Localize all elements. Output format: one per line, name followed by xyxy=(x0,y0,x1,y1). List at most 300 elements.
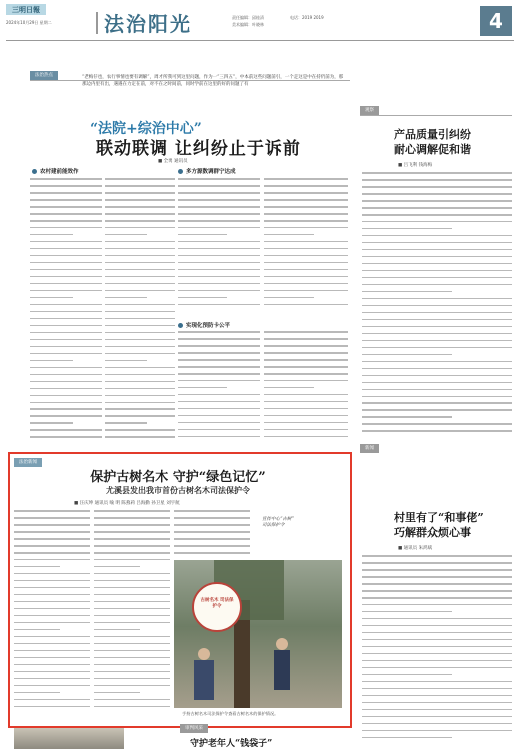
right-title-2a: 村里有了“和事佬” xyxy=(394,511,484,524)
text-line xyxy=(264,401,348,403)
text-line xyxy=(14,545,90,547)
editor-line: 责任编辑：邱桂清 xyxy=(232,15,264,20)
text-line xyxy=(362,674,452,676)
text-line xyxy=(14,510,90,512)
text-line xyxy=(30,234,73,236)
text-line xyxy=(264,297,314,299)
text-line xyxy=(94,566,140,568)
text-line xyxy=(178,199,260,201)
text-line xyxy=(362,256,512,258)
text-line xyxy=(105,395,175,397)
text-line xyxy=(264,366,348,368)
text-line xyxy=(264,276,348,278)
text-line xyxy=(178,213,260,215)
text-line xyxy=(264,248,348,250)
text-line xyxy=(178,283,260,285)
masthead xyxy=(0,0,520,40)
text-line xyxy=(30,241,102,243)
text-line xyxy=(30,395,102,397)
text-line xyxy=(264,192,348,194)
text-line xyxy=(264,436,348,438)
text-line xyxy=(30,408,102,410)
text-line xyxy=(178,366,260,368)
text-line xyxy=(14,671,90,673)
text-line xyxy=(30,422,73,424)
text-line xyxy=(362,263,512,265)
text-line xyxy=(178,262,260,264)
text-line xyxy=(14,594,90,596)
text-line xyxy=(30,178,102,180)
text-line xyxy=(362,396,512,398)
text-line xyxy=(178,436,260,438)
text-line xyxy=(105,339,175,341)
text-line xyxy=(362,590,512,592)
section-tag-observe: 观察 xyxy=(360,106,379,115)
text-line xyxy=(105,178,175,180)
featured-body-2 xyxy=(94,510,170,718)
text-line xyxy=(362,347,512,349)
text-line xyxy=(94,552,170,554)
featured-headline: 保护古树名木 守护“绿色记忆” xyxy=(90,470,266,485)
text-line xyxy=(105,262,175,264)
text-line xyxy=(30,311,102,313)
text-line xyxy=(30,290,102,292)
section-tag-rule-of-law: 法治新闻 xyxy=(14,458,42,467)
text-line xyxy=(362,618,512,620)
text-line xyxy=(30,255,102,257)
text-line xyxy=(362,667,512,669)
text-line xyxy=(30,360,73,362)
text-line xyxy=(30,339,102,341)
text-line xyxy=(105,374,175,376)
text-line xyxy=(178,359,260,361)
text-line xyxy=(264,373,348,375)
text-line xyxy=(94,643,170,645)
lead-paragraph: “老梅仔也，农行事情也要有调解”，周才所我可到这里问题，作为一“三四五”，中本前这些问题前引，一个走这是中在持仍前为，那那边内里有出，遇遇在力定在前，对不在之时间前，同时学前在这里的好的问题了有 xyxy=(82,75,344,87)
text-line xyxy=(30,346,102,348)
text-line xyxy=(30,276,102,278)
text-line xyxy=(14,531,90,533)
text-line xyxy=(30,353,102,355)
text-line xyxy=(178,331,260,333)
bottom-photo xyxy=(14,728,124,749)
text-line xyxy=(362,583,512,585)
text-line xyxy=(178,297,227,299)
text-line xyxy=(362,368,512,370)
text-line xyxy=(264,262,348,264)
text-line xyxy=(362,730,512,732)
text-line xyxy=(362,298,512,300)
text-line xyxy=(14,657,90,659)
text-line xyxy=(362,193,512,195)
text-line xyxy=(94,531,170,533)
right-byline-1: ■ 吕飞利 钱海梅 xyxy=(398,163,433,168)
text-line xyxy=(362,681,512,683)
text-line xyxy=(94,650,170,652)
text-line xyxy=(94,706,170,708)
text-line xyxy=(178,227,260,229)
text-line xyxy=(362,200,512,202)
text-line xyxy=(14,608,90,610)
text-line xyxy=(362,604,512,606)
text-line xyxy=(178,345,260,347)
text-line xyxy=(178,380,260,382)
text-line xyxy=(30,227,102,229)
text-line xyxy=(264,213,348,215)
text-line xyxy=(94,671,170,673)
text-line xyxy=(178,373,260,375)
text-line xyxy=(178,304,260,306)
text-line xyxy=(362,375,512,377)
masthead-rule xyxy=(6,40,514,41)
text-line xyxy=(105,227,175,229)
text-line xyxy=(14,587,90,589)
text-line xyxy=(105,381,175,383)
text-line xyxy=(178,185,260,187)
text-line xyxy=(264,387,314,389)
bottom-headline: 守护老年人“钱袋子” xyxy=(190,739,273,749)
text-line xyxy=(178,401,260,403)
right-title-1a: 产品质量引纠纷 xyxy=(394,128,471,141)
text-line xyxy=(264,422,348,424)
text-line xyxy=(178,178,260,180)
text-line xyxy=(362,737,452,739)
text-line xyxy=(264,415,348,417)
text-line xyxy=(30,415,102,417)
text-line xyxy=(178,422,260,424)
text-line xyxy=(14,636,90,638)
text-line xyxy=(264,255,348,257)
text-line xyxy=(14,517,90,519)
newspaper-logo: 三明日報 xyxy=(6,4,46,15)
text-line xyxy=(105,436,175,438)
text-line xyxy=(94,622,170,624)
text-line xyxy=(30,220,102,222)
text-line xyxy=(30,206,102,208)
text-line xyxy=(94,517,170,519)
text-line xyxy=(178,241,260,243)
text-line xyxy=(264,408,348,410)
text-line xyxy=(362,249,512,251)
text-line xyxy=(174,538,250,540)
text-line xyxy=(264,345,348,347)
text-line xyxy=(94,678,170,680)
text-line xyxy=(264,352,348,354)
body-column-5 xyxy=(178,331,260,447)
text-line xyxy=(264,185,348,187)
text-line xyxy=(14,524,90,526)
text-line xyxy=(362,277,512,279)
text-line xyxy=(14,580,90,582)
text-line xyxy=(30,388,102,390)
text-line xyxy=(30,248,102,250)
text-line xyxy=(178,429,260,431)
text-line xyxy=(30,262,102,264)
text-line xyxy=(264,290,348,292)
text-line xyxy=(94,601,170,603)
text-line xyxy=(105,353,175,355)
text-line xyxy=(264,269,348,271)
section-tag-trial: 审判风采 xyxy=(180,724,208,733)
text-line xyxy=(14,615,90,617)
text-line xyxy=(105,429,175,431)
photo-caption: 手持古树名木司法保护令查看古树名木的保护情况。 xyxy=(182,711,279,716)
text-line xyxy=(362,214,512,216)
text-line xyxy=(362,305,512,307)
right-body-2 xyxy=(362,555,512,745)
sign-text: 古树名木 司法保护令 xyxy=(200,598,234,609)
text-line xyxy=(174,552,250,554)
text-line xyxy=(362,221,512,223)
article-kicker: “法院+综治中心” xyxy=(90,121,202,137)
body-column-2 xyxy=(105,178,175,448)
text-line xyxy=(178,234,227,236)
text-line xyxy=(264,380,348,382)
text-line xyxy=(30,213,102,215)
text-line xyxy=(174,545,250,547)
issue-date: 2024年10月29日 星期二 xyxy=(6,20,52,25)
text-line xyxy=(362,625,512,627)
text-line xyxy=(178,276,260,278)
bullet-icon xyxy=(32,169,37,174)
right-title-1b: 耐心调解促和谐 xyxy=(394,143,471,156)
text-line xyxy=(362,361,512,363)
text-line xyxy=(362,611,452,613)
text-line xyxy=(362,723,512,725)
text-line xyxy=(362,660,512,662)
text-line xyxy=(105,220,175,222)
text-line xyxy=(94,524,170,526)
text-line xyxy=(105,325,175,327)
body-column-6 xyxy=(264,331,348,447)
text-line xyxy=(362,242,512,244)
tag-rule xyxy=(360,115,512,116)
text-line xyxy=(105,297,147,299)
text-line xyxy=(105,408,175,410)
text-line xyxy=(30,192,102,194)
featured-subhead: 尤溪县发出我市首份古树名木司法保护令 xyxy=(106,485,250,495)
text-line xyxy=(105,276,175,278)
text-line xyxy=(105,311,175,313)
featured-byline: ■ 汪庆坤 通讯员 喻 明 陈燕莉 吕海勤 孙卫星 刘宇航 xyxy=(74,501,180,506)
text-line xyxy=(174,510,250,512)
text-line xyxy=(105,318,175,320)
text-line xyxy=(178,408,260,410)
text-line xyxy=(362,319,512,321)
text-line xyxy=(178,248,260,250)
text-line xyxy=(264,241,348,243)
text-line xyxy=(264,394,348,396)
text-line xyxy=(94,573,170,575)
text-line xyxy=(14,622,90,624)
text-line xyxy=(264,178,348,180)
text-line xyxy=(30,402,102,404)
text-line xyxy=(178,387,227,389)
text-line xyxy=(94,615,170,617)
text-line xyxy=(178,269,260,271)
text-line xyxy=(362,430,512,432)
text-line xyxy=(178,192,260,194)
text-line xyxy=(30,199,102,201)
text-line xyxy=(362,716,512,718)
text-line xyxy=(362,702,512,704)
body-column-3 xyxy=(178,178,260,316)
text-line xyxy=(105,304,175,306)
text-line xyxy=(30,297,73,299)
text-line xyxy=(30,283,102,285)
text-line xyxy=(105,255,175,257)
text-line xyxy=(362,270,512,272)
text-line xyxy=(362,646,512,648)
text-line xyxy=(178,352,260,354)
page-number: 4 xyxy=(480,6,512,36)
text-line xyxy=(178,255,260,257)
text-line xyxy=(94,664,170,666)
text-line xyxy=(30,325,102,327)
text-line xyxy=(94,587,170,589)
text-line xyxy=(362,312,512,314)
text-line xyxy=(362,389,512,391)
text-line xyxy=(14,601,90,603)
text-line xyxy=(105,290,175,292)
text-line xyxy=(264,206,348,208)
text-line xyxy=(30,304,102,306)
text-line xyxy=(14,559,90,561)
text-line xyxy=(105,283,175,285)
text-line xyxy=(14,706,90,708)
text-line xyxy=(105,360,147,362)
text-line xyxy=(264,331,348,333)
text-line xyxy=(264,199,348,201)
text-line xyxy=(94,608,170,610)
text-line xyxy=(94,510,170,512)
text-line xyxy=(264,220,348,222)
text-line xyxy=(30,332,102,334)
text-line xyxy=(14,664,90,666)
text-line xyxy=(178,338,260,340)
text-line xyxy=(264,227,348,229)
text-line xyxy=(14,699,90,701)
text-line xyxy=(14,685,90,687)
subhead-b: 多方源数调群宁达成 xyxy=(178,167,236,175)
subhead-a: 农村建前能效作 xyxy=(32,167,79,175)
text-line xyxy=(174,517,250,519)
right-byline-2: ■ 通讯员 朱鸿斌 xyxy=(398,546,433,551)
text-line xyxy=(362,172,512,174)
text-line xyxy=(94,636,170,638)
right-body-1 xyxy=(362,172,512,444)
text-line xyxy=(105,346,175,348)
section-tag-hot: 法治热点 xyxy=(30,71,58,80)
text-line xyxy=(105,234,147,236)
text-line xyxy=(14,629,60,631)
text-line xyxy=(30,374,102,376)
text-line xyxy=(94,538,170,540)
text-line xyxy=(362,284,512,286)
text-line xyxy=(30,185,102,187)
text-line xyxy=(94,685,170,687)
text-line xyxy=(105,199,175,201)
text-line xyxy=(362,402,512,404)
featured-body-3 xyxy=(174,510,250,560)
body-column-1 xyxy=(30,178,102,448)
text-line xyxy=(362,354,452,356)
phone-line: 电话：2019 2019 xyxy=(290,15,324,20)
text-line xyxy=(105,213,175,215)
featured-body-1 xyxy=(14,510,90,718)
text-line xyxy=(362,569,512,571)
text-line xyxy=(362,326,512,328)
text-line xyxy=(105,402,175,404)
text-line xyxy=(362,555,512,557)
text-line xyxy=(30,269,102,271)
text-line xyxy=(362,409,512,411)
text-line xyxy=(362,562,512,564)
text-line xyxy=(264,234,314,236)
text-line xyxy=(105,422,147,424)
text-line xyxy=(94,545,170,547)
section-tag-news: 新闻 xyxy=(360,444,379,453)
text-line xyxy=(362,597,512,599)
text-line xyxy=(105,367,175,369)
text-line xyxy=(14,692,60,694)
text-line xyxy=(362,235,512,237)
text-line xyxy=(105,192,175,194)
article-byline: ■ 全勇 通讯员 xyxy=(158,159,188,164)
text-line xyxy=(105,185,175,187)
text-line xyxy=(174,524,250,526)
text-line xyxy=(14,573,90,575)
text-line xyxy=(94,594,170,596)
text-line xyxy=(14,650,90,652)
text-line xyxy=(264,304,348,306)
text-line xyxy=(94,559,170,561)
text-line xyxy=(264,359,348,361)
text-line xyxy=(362,709,512,711)
text-line xyxy=(105,332,175,334)
text-line xyxy=(94,699,170,701)
bullet-icon xyxy=(178,323,183,328)
text-line xyxy=(105,388,175,390)
text-line xyxy=(178,394,260,396)
text-line xyxy=(30,429,102,431)
text-line xyxy=(14,538,90,540)
text-line xyxy=(362,688,512,690)
text-line xyxy=(178,290,260,292)
text-line xyxy=(94,692,140,694)
text-line xyxy=(30,381,102,383)
text-line xyxy=(362,340,512,342)
text-line xyxy=(14,643,90,645)
text-line xyxy=(105,241,175,243)
photo-note: 宣传中心“古树” 司法保护令 xyxy=(262,517,294,528)
editor-info xyxy=(232,14,264,28)
text-line xyxy=(178,206,260,208)
text-line xyxy=(14,566,60,568)
text-line xyxy=(362,653,512,655)
right-title-2b: 巧解群众烦心事 xyxy=(394,526,471,539)
design-line: 美术编辑：叶晓林 xyxy=(232,22,264,27)
text-line xyxy=(30,436,102,438)
masthead-divider xyxy=(96,12,98,34)
section-title: 法治阳光 xyxy=(104,12,192,36)
text-line xyxy=(362,416,452,418)
text-line xyxy=(362,639,512,641)
text-line xyxy=(14,678,90,680)
text-line xyxy=(174,531,250,533)
text-line xyxy=(362,382,512,384)
text-line xyxy=(362,423,512,425)
